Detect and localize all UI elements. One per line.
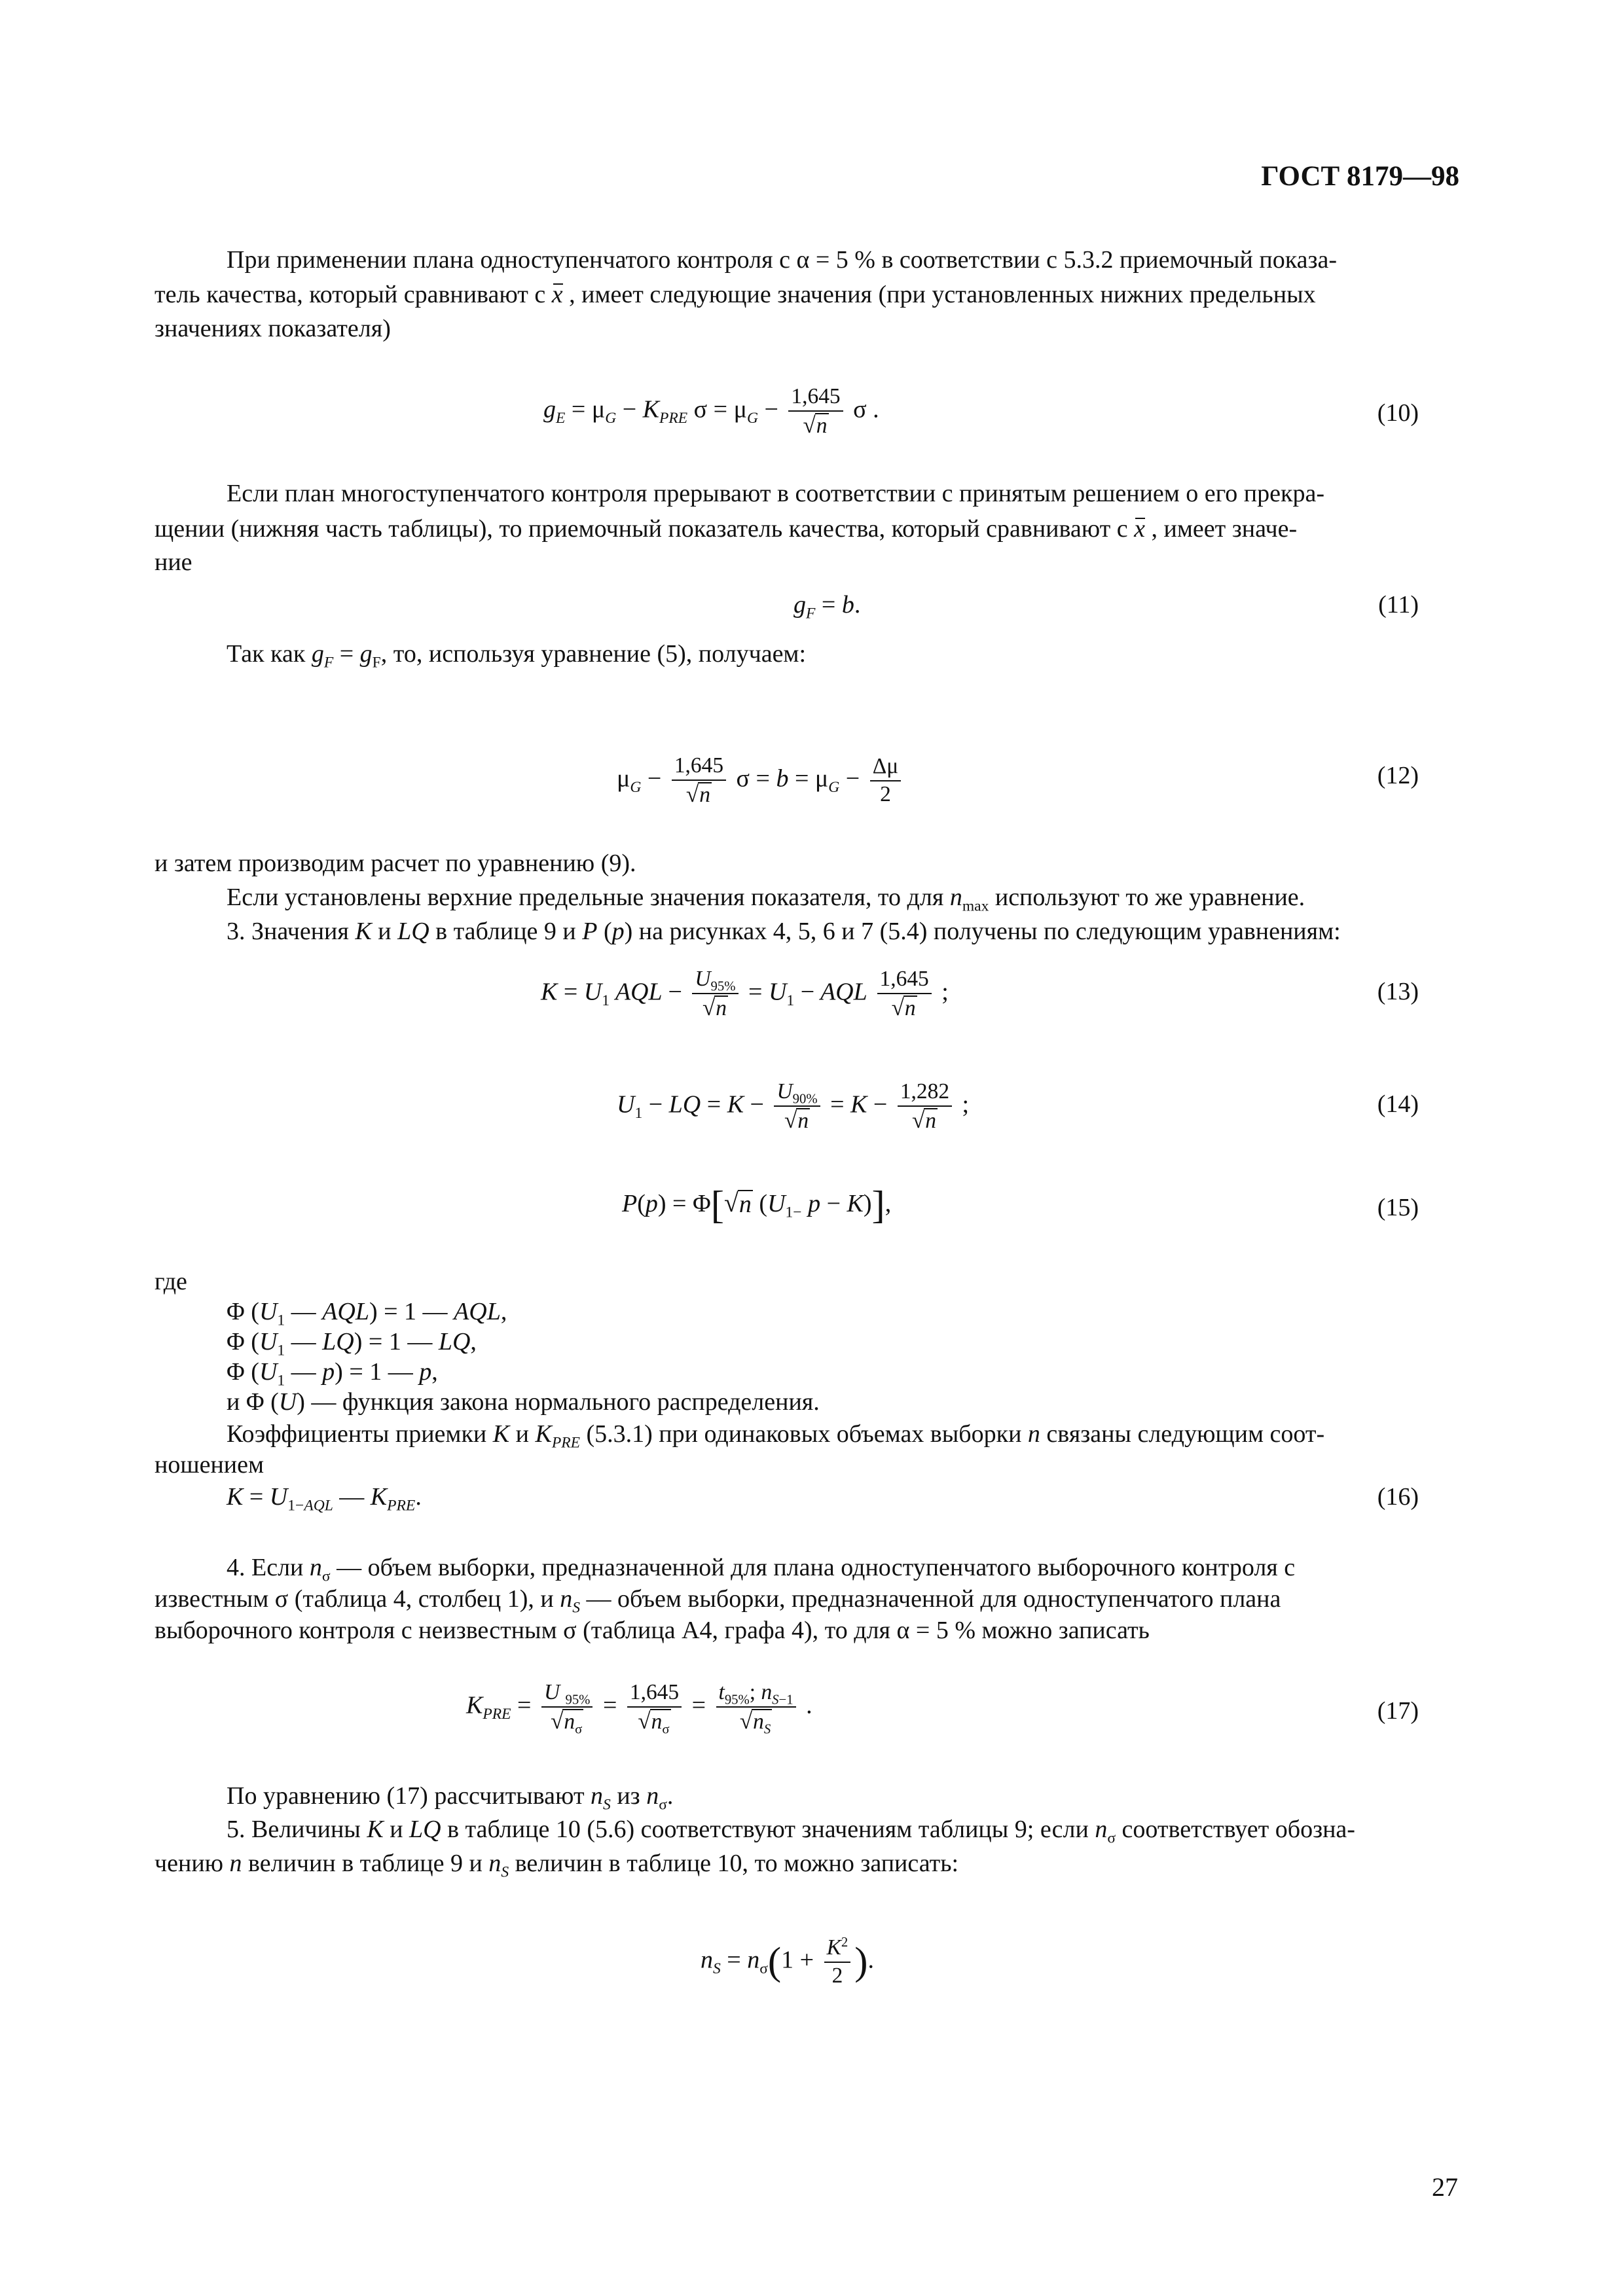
paragraph-7: По уравнению (17) рассчитывают $n_S$ из $n_\sigma$. [227, 1782, 674, 1814]
paragraph-8-line-2-b: величин в таблице 9 и [248, 1850, 483, 1877]
equation-15-number: (15) [1377, 1194, 1419, 1221]
where-item-3: Φ ($U_1$ — p) = 1 — p, [227, 1358, 438, 1390]
where-item-2: Φ ($U_1$ — LQ) = 1 — LQ, [227, 1328, 477, 1359]
paragraph-3-end: , то, используя уравнение (5), получаем: [380, 640, 807, 668]
paragraph-1-line-2 [155, 282, 1316, 307]
equation-16: $K = U_{1-AQL}$ — $K_{PRE}$. [227, 1483, 422, 1515]
paragraph-7-start: По уравнению (17) рассчитывают [227, 1782, 585, 1810]
paragraph-8-line-1: 5. Величины K и LQ в таблице 10 (5.6) соответствуют значениям таблицы 9; если $n_\sigma$ соответствует обозна- [227, 1816, 1355, 1847]
equation-11-number: (11) [1378, 591, 1419, 619]
paragraph-3-start: Так как [227, 640, 306, 668]
paragraph-4-line-2-start: Если установлены верхние предельные значения показателя, то для [227, 884, 944, 911]
equation-16-number: (16) [1377, 1483, 1419, 1511]
equation-12: $\mu_G$ − 1,645 √ n $\sigma = b = \mu_G$ − $\frac{\Delta\mu}{2}$ [617, 754, 905, 808]
paragraph-4-line-2-end: используют то же уравнение. [994, 884, 1305, 911]
paragraph-4-line-2: Если установлены верхние предельные значения показателя, то для $n_{max}$ используют то же уравнение. [227, 884, 1305, 915]
where-label: где [155, 1268, 187, 1295]
x-bar-symbol: x [1134, 515, 1146, 543]
paragraph-6-line-2-b: — объем выборки, предназначенной для одноступенчатого плана [586, 1585, 1281, 1613]
equation-17: $K_{PRE}$ = U $_{95\%}$ √ $n_\sigma$ = 1,645 √ $n_\sigma$ = $t_{95\%}$; $n_{S-1}$ √ $n_S$ . [466, 1680, 812, 1737]
paragraph-6-line-1-b: — объем выборки, предназначенной для плана одноступенчатого выборочного контроля с [337, 1554, 1296, 1581]
equation-11: $g_F = b$. [793, 591, 861, 622]
paragraph-3: Так как $g_F = g_F$, то, используя уравнение (5), получаем: [227, 640, 807, 672]
paragraph-5-line-1-c: связаны следующим соот- [1046, 1420, 1325, 1448]
document-header: ГОСТ 8179—98 [1261, 161, 1459, 192]
equation-12-number: (12) [1377, 762, 1419, 789]
paragraph-6-line-1: 4. Если $n_\sigma$ — объем выборки, предназначенной для плана одноступенчатого выборочного контроля с [227, 1554, 1296, 1585]
paragraph-4-line-3-b: в таблице 9 и [435, 918, 576, 945]
equation-ns: $n_S = n_\sigma(1$ + $\frac{K^2}{2}$ ). [701, 1935, 875, 1988]
equation-14: $U_1$ − LQ = K − $U_{90\%}$ √ n = K − 1,282 √ n ; [617, 1079, 970, 1133]
paragraph-6-line-3: выборочного контроля с неизвестным σ (таблица А4, графа 4), то для α = 5 % можно записать [155, 1617, 1150, 1644]
paragraph-2-line-3: ние [155, 548, 192, 576]
paragraph-1-line-2-end: , имеет следующие значения (при установленных нижних предельных [569, 281, 1316, 308]
page-number: 27 [1432, 2172, 1458, 2202]
equation-13: $K = U_1$ AQL − $U_{95\%}$ √ n = $U_1$ − AQL 1,645 √ n ; [541, 967, 949, 1020]
paragraph-4-line-3-a: 3. Значения [227, 918, 349, 945]
paragraph-5-line-1: Коэффициенты приемки K и $K_{PRE}$ (5.3.1) при одинаковых объемах выборки n связаны следующим соот- [227, 1420, 1325, 1452]
phi-note: — функция закона нормального распределения. [311, 1388, 820, 1416]
equation-15: P(p) = Φ[ √ n ($U_{1-}$ p − K)], [622, 1183, 892, 1227]
paragraph-5-line-1-a: Коэффициенты приемки [227, 1420, 487, 1448]
paragraph-8-line-2-a: чению [155, 1850, 224, 1877]
paragraph-2-line-2 [155, 516, 1297, 541]
paragraph-6-line-2: известным σ (таблица 4, столбец 1), и $n_S$ — объем выборки, предназначенной для одноступенчатого плана [155, 1585, 1281, 1617]
paragraph-7-mid: из [617, 1782, 640, 1810]
equation-10: $g_E = \mu_G - K_{PRE}$ $\sigma = \mu_G$ − 1,645 √ n σ . [543, 384, 879, 438]
paragraph-4-line-3: 3. Значения K и LQ в таблице 9 и P (p) на рисунках 4, 5, 6 и 7 (5.4) получены по следующим уравнениям: [227, 918, 1341, 945]
paragraph-8-line-1-c: соответствует обозна- [1122, 1816, 1355, 1843]
paragraph-8-line-1-a: 5. Величины [227, 1816, 361, 1843]
equation-13-number: (13) [1377, 978, 1419, 1005]
equation-10-number: (10) [1377, 399, 1419, 427]
equation-14-number: (14) [1377, 1090, 1419, 1118]
paragraph-1-line-1: При применении плана одноступенчатого контроля с α = 5 % в соответствии с 5.3.2 приемочный показа- [227, 246, 1338, 274]
paragraph-2-line-2-end: , имеет значе- [1151, 515, 1298, 543]
paragraph-8-line-2-c: величин в таблице 10, то можно записать: [515, 1850, 959, 1877]
where-item-1: Φ ($U_1$ — AQL) = 1 — AQL, [227, 1298, 507, 1329]
equation-17-number: (17) [1377, 1697, 1419, 1725]
paragraph-5-line-1-b: (5.3.1) при одинаковых объемах выборки [586, 1420, 1022, 1448]
x-bar-symbol: x [551, 281, 563, 308]
paragraph-6-line-1-a: 4. Если [227, 1554, 304, 1581]
paragraph-5-line-2: ношением [155, 1451, 264, 1479]
paragraph-8-line-1-b: в таблице 10 (5.6) соответствуют значениям таблицы 9; если [447, 1816, 1089, 1843]
paragraph-1-line-3: значениях показателя) [155, 315, 391, 342]
where-item-4: и Φ (U) — функция закона нормального распределения. [227, 1388, 820, 1416]
paragraph-1-line-2-start: тель качества, который сравнивают с [155, 281, 546, 308]
paragraph-2-line-2-start: щении (нижняя часть таблицы), то приемочный показатель качества, который сравнивают с [155, 515, 1128, 543]
paragraph-2-line-1: Если план многоступенчатого контроля прерывают в соответствии с принятым решением о его прекра- [227, 480, 1324, 507]
paragraph-4-line-3-c: на рисунках 4, 5, 6 и 7 (5.4) получены по следующим уравнениям: [638, 918, 1341, 945]
paragraph-4-line-1: и затем производим расчет по уравнению (9). [155, 850, 636, 877]
paragraph-8-line-2: чению n величин в таблице 9 и $n_S$ величин в таблице 10, то можно записать: [155, 1850, 959, 1881]
paragraph-6-line-2-a: известным σ (таблица 4, столбец 1), и [155, 1585, 554, 1613]
